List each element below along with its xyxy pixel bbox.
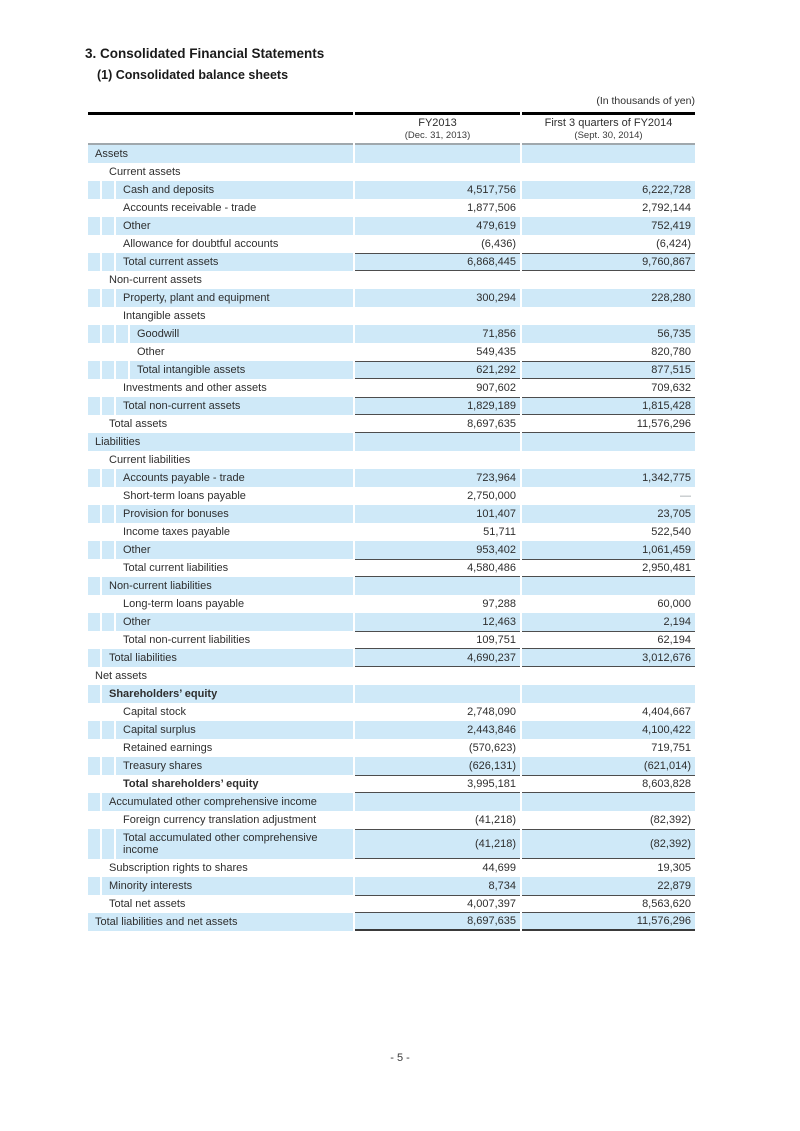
value-fy2014: (82,392) — [522, 829, 695, 859]
indent-cell — [88, 541, 100, 559]
row-label: Property, plant and equipment — [116, 289, 353, 307]
indent-cell — [102, 811, 114, 829]
indent-cell — [102, 199, 114, 217]
table-row — [88, 631, 695, 649]
value-fy2013: 2,750,000 — [467, 490, 516, 502]
row-label: Long-term loans payable — [123, 598, 245, 610]
value-fy2014: 2,194 — [522, 613, 695, 631]
indent-cell — [88, 415, 100, 433]
value-fy2013: 621,292 — [355, 361, 520, 379]
value-fy2013 — [355, 793, 520, 811]
column-header-fy2014 — [522, 112, 695, 145]
indent-cell — [88, 163, 100, 181]
indent-cell — [102, 523, 114, 541]
value-fy2013: 44,699 — [482, 862, 516, 874]
row-label: Total liabilities and net assets — [88, 913, 353, 931]
row-label: Minority interests — [102, 877, 353, 895]
row-label: Total accumulated other comprehensive income — [116, 829, 353, 859]
value-fy2014: 9,760,867 — [522, 253, 695, 271]
value-fy2014: 11,576,296 — [522, 415, 695, 433]
header-row — [88, 112, 695, 145]
table-row — [88, 469, 695, 487]
value-fy2013: (570,623) — [468, 742, 516, 754]
value-fy2013: 6,868,445 — [355, 253, 520, 271]
row-label: Other — [137, 346, 165, 358]
indent-cell — [88, 685, 100, 703]
indent-cell — [88, 895, 100, 913]
table-row — [88, 703, 695, 721]
indent-cell — [102, 595, 114, 613]
value-fy2014: 6,222,728 — [522, 181, 695, 199]
indent-cell — [102, 631, 114, 649]
indent-cell — [88, 397, 100, 415]
indent-cell — [88, 271, 100, 289]
indent-cell — [102, 487, 114, 505]
value-fy2014 — [522, 145, 695, 163]
indent-cell — [102, 703, 114, 721]
table-row — [88, 235, 695, 253]
value-fy2013: (41,218) — [475, 814, 516, 826]
value-fy2013 — [355, 145, 520, 163]
table-row — [88, 739, 695, 757]
indent-cell — [88, 595, 100, 613]
indent-cell — [88, 793, 100, 811]
value-fy2013: 479,619 — [355, 217, 520, 235]
value-fy2014: 1,061,459 — [522, 541, 695, 559]
indent-cell — [88, 631, 100, 649]
value-fy2013 — [355, 667, 520, 685]
value-fy2013: 71,856 — [355, 325, 520, 343]
table-row — [88, 361, 695, 379]
value-fy2013: (626,131) — [355, 757, 520, 775]
table-header — [88, 112, 695, 145]
table-row — [88, 877, 695, 895]
column-header-items — [88, 112, 353, 145]
indent-cell — [88, 451, 100, 469]
indent-cell — [88, 235, 100, 253]
indent-cell — [88, 721, 100, 739]
section-title: (1) Consolidated balance sheets — [97, 68, 289, 82]
value-fy2014: — — [680, 490, 691, 502]
indent-cell — [88, 181, 100, 199]
value-fy2013: 2,748,090 — [467, 706, 516, 718]
indent-cell — [88, 757, 100, 775]
indent-cell — [88, 343, 100, 361]
value-fy2014: 752,419 — [522, 217, 695, 235]
value-fy2014 — [522, 271, 695, 289]
indent-cell — [88, 469, 100, 487]
value-fy2013: 8,734 — [355, 877, 520, 895]
row-label: Accounts receivable - trade — [123, 202, 257, 214]
indent-cell — [88, 361, 100, 379]
table-row — [88, 541, 695, 559]
value-fy2014: 60,000 — [657, 598, 691, 610]
table-row — [88, 379, 695, 397]
indent-cell — [102, 721, 114, 739]
indent-cell — [116, 325, 128, 343]
row-label: Treasury shares — [116, 757, 353, 775]
row-label: Foreign currency translation adjustment — [123, 814, 317, 826]
value-fy2014 — [522, 667, 695, 685]
indent-cell — [88, 739, 100, 757]
value-fy2014: 22,879 — [522, 877, 695, 895]
value-fy2013 — [355, 451, 520, 469]
row-label: Non-current assets — [109, 274, 202, 286]
row-label: Liabilities — [88, 433, 353, 451]
indent-cell — [102, 505, 114, 523]
value-fy2013: 12,463 — [355, 613, 520, 631]
table-row — [88, 181, 695, 199]
indent-cell — [102, 379, 114, 397]
row-label: Investments and other assets — [123, 382, 267, 394]
indent-cell — [102, 181, 114, 199]
row-label: Income taxes payable — [123, 526, 231, 538]
row-label: Total shareholders’ equity — [123, 778, 259, 790]
value-fy2014: 2,950,481 — [522, 559, 695, 577]
value-fy2014: 8,563,620 — [522, 895, 695, 913]
value-fy2014: 709,632 — [651, 382, 691, 394]
value-fy2014: (6,424) — [656, 238, 691, 250]
row-label: Shareholders’ equity — [102, 685, 353, 703]
value-fy2013: 723,964 — [355, 469, 520, 487]
indent-cell — [102, 739, 114, 757]
table-row — [88, 505, 695, 523]
value-fy2013: 51,711 — [483, 526, 516, 538]
indent-cell — [88, 811, 100, 829]
value-fy2013: 8,697,635 — [355, 415, 520, 433]
row-label: Net assets — [95, 670, 147, 682]
value-fy2014: 820,780 — [651, 346, 691, 358]
table-row — [88, 523, 695, 541]
value-fy2013: 109,751 — [355, 631, 520, 649]
table-row — [88, 829, 695, 859]
value-fy2014 — [522, 577, 695, 595]
indent-cell — [88, 559, 100, 577]
indent-cell — [102, 217, 114, 235]
value-fy2014: 228,280 — [522, 289, 695, 307]
row-label: Non-current liabilities — [102, 577, 353, 595]
row-label: Accumulated other comprehensive income — [102, 793, 353, 811]
table-row — [88, 271, 695, 289]
indent-cell — [88, 379, 100, 397]
indent-cell — [102, 289, 114, 307]
unit-note: (In thousands of yen) — [596, 95, 695, 107]
column-label: First 3 quarters of FY2014 — [544, 116, 673, 129]
row-label: Subscription rights to shares — [109, 862, 248, 874]
row-label: Cash and deposits — [116, 181, 353, 199]
table-body — [88, 145, 695, 931]
table-row — [88, 859, 695, 877]
value-fy2013 — [355, 307, 520, 325]
value-fy2013: 101,407 — [355, 505, 520, 523]
row-label: Allowance for doubtful accounts — [123, 238, 279, 250]
value-fy2014: 1,815,428 — [522, 397, 695, 415]
table-row — [88, 559, 695, 577]
table-row — [88, 343, 695, 361]
column-sublabel: (Dec. 31, 2013) — [404, 129, 471, 141]
indent-cell — [88, 289, 100, 307]
row-label: Total non-current liabilities — [123, 634, 251, 646]
indent-cell — [102, 757, 114, 775]
table-row — [88, 253, 695, 271]
indent-cell — [88, 487, 100, 505]
table-row — [88, 811, 695, 829]
table-row — [88, 487, 695, 505]
value-fy2013: 4,690,237 — [355, 649, 520, 667]
indent-cell — [88, 703, 100, 721]
row-label: Total non-current assets — [116, 397, 353, 415]
table-row — [88, 415, 695, 433]
value-fy2013: 2,443,846 — [355, 721, 520, 739]
page-number: - 5 - — [390, 1052, 410, 1064]
indent-cell — [88, 829, 100, 859]
indent-cell — [102, 307, 114, 325]
row-label: Goodwill — [130, 325, 353, 343]
row-label: Capital stock — [123, 706, 186, 718]
value-fy2013: 97,288 — [482, 598, 516, 610]
table-row — [88, 649, 695, 667]
indent-cell — [102, 559, 114, 577]
value-fy2014 — [522, 793, 695, 811]
table-row — [88, 685, 695, 703]
table-row — [88, 163, 695, 181]
indent-cell — [88, 307, 100, 325]
table-row — [88, 667, 695, 685]
indent-cell — [102, 325, 114, 343]
table-row — [88, 595, 695, 613]
indent-cell — [88, 199, 100, 217]
value-fy2014 — [522, 685, 695, 703]
value-fy2013 — [355, 271, 520, 289]
value-fy2013 — [355, 685, 520, 703]
value-fy2013: 4,517,756 — [355, 181, 520, 199]
table-row — [88, 913, 695, 931]
row-label: Total net assets — [109, 898, 186, 910]
indent-cell — [88, 649, 100, 667]
indent-cell — [102, 235, 114, 253]
table-row — [88, 451, 695, 469]
table-row — [88, 199, 695, 217]
value-fy2014: 56,735 — [522, 325, 695, 343]
value-fy2014: 62,194 — [522, 631, 695, 649]
indent-cell — [88, 613, 100, 631]
indent-cell — [88, 217, 100, 235]
value-fy2014: 522,540 — [651, 526, 691, 538]
indent-cell — [88, 523, 100, 541]
table-row — [88, 433, 695, 451]
row-label: Other — [116, 613, 353, 631]
balance-sheet-table — [86, 112, 697, 931]
value-fy2014: 4,100,422 — [522, 721, 695, 739]
value-fy2013: 1,877,506 — [467, 202, 516, 214]
row-label: Total assets — [109, 418, 168, 430]
table-row — [88, 145, 695, 163]
indent-cell — [102, 361, 114, 379]
indent-cell — [102, 775, 114, 793]
row-label: Current assets — [109, 166, 181, 178]
table-row — [88, 577, 695, 595]
table-row — [88, 775, 695, 793]
row-label: Other — [116, 541, 353, 559]
value-fy2014: 2,792,144 — [642, 202, 691, 214]
row-label: Provision for bonuses — [116, 505, 353, 523]
value-fy2014: 19,305 — [657, 862, 691, 874]
value-fy2013 — [355, 163, 520, 181]
indent-cell — [88, 505, 100, 523]
indent-cell — [102, 613, 114, 631]
row-label: Total intangible assets — [130, 361, 353, 379]
indent-cell — [116, 361, 128, 379]
value-fy2014: 23,705 — [522, 505, 695, 523]
value-fy2013 — [355, 433, 520, 451]
value-fy2014: (82,392) — [650, 814, 691, 826]
row-label: Intangible assets — [123, 310, 206, 322]
indent-cell — [88, 577, 100, 595]
table-row — [88, 793, 695, 811]
indent-cell — [102, 469, 114, 487]
table-row — [88, 325, 695, 343]
indent-cell — [88, 325, 100, 343]
indent-cell — [88, 859, 100, 877]
value-fy2013: 4,007,397 — [355, 895, 520, 913]
table-row — [88, 757, 695, 775]
value-fy2014: 719,751 — [651, 742, 691, 754]
table-row — [88, 613, 695, 631]
value-fy2014: 877,515 — [522, 361, 695, 379]
value-fy2014: 8,603,828 — [522, 775, 695, 793]
row-label: Other — [116, 217, 353, 235]
value-fy2014: 3,012,676 — [522, 649, 695, 667]
value-fy2013: 8,697,635 — [355, 913, 520, 931]
row-label: Retained earnings — [123, 742, 213, 754]
value-fy2014 — [522, 163, 695, 181]
value-fy2014: (621,014) — [522, 757, 695, 775]
indent-cell — [102, 541, 114, 559]
row-label: Total current liabilities — [123, 562, 229, 574]
table-row — [88, 895, 695, 913]
value-fy2014: 11,576,296 — [522, 913, 695, 931]
row-label: Total current assets — [116, 253, 353, 271]
value-fy2013: 907,602 — [476, 382, 516, 394]
indent-cell — [102, 829, 114, 859]
table-row — [88, 289, 695, 307]
row-label: Capital surplus — [116, 721, 353, 739]
value-fy2013: 3,995,181 — [355, 775, 520, 793]
column-label: FY2013 — [418, 116, 457, 129]
table-row — [88, 217, 695, 235]
value-fy2013: 4,580,486 — [355, 559, 520, 577]
indent-cell — [102, 253, 114, 271]
value-fy2014: 1,342,775 — [522, 469, 695, 487]
page-title: 3. Consolidated Financial Statements — [85, 46, 325, 61]
indent-cell — [88, 877, 100, 895]
value-fy2013: 1,829,189 — [355, 397, 520, 415]
indent-cell — [102, 343, 114, 361]
indent-cell — [88, 253, 100, 271]
value-fy2013: (41,218) — [355, 829, 520, 859]
table-row — [88, 307, 695, 325]
value-fy2013: (6,436) — [481, 238, 516, 250]
value-fy2013: 549,435 — [476, 346, 516, 358]
value-fy2013: 953,402 — [355, 541, 520, 559]
value-fy2014 — [522, 307, 695, 325]
column-header-fy2013 — [355, 112, 520, 145]
row-label: Current liabilities — [109, 454, 191, 466]
row-label: Short-term loans payable — [123, 490, 246, 502]
value-fy2014: 4,404,667 — [642, 706, 691, 718]
row-label: Accounts payable - trade — [116, 469, 353, 487]
indent-cell — [102, 397, 114, 415]
value-fy2013 — [355, 577, 520, 595]
indent-cell — [88, 775, 100, 793]
row-label: Total liabilities — [102, 649, 353, 667]
value-fy2014 — [522, 451, 695, 469]
indent-cell — [116, 343, 128, 361]
column-sublabel: (Sept. 30, 2014) — [574, 129, 643, 141]
value-fy2013: 300,294 — [355, 289, 520, 307]
table-row — [88, 397, 695, 415]
row-label: Assets — [88, 145, 353, 163]
table-row — [88, 721, 695, 739]
value-fy2014 — [522, 433, 695, 451]
